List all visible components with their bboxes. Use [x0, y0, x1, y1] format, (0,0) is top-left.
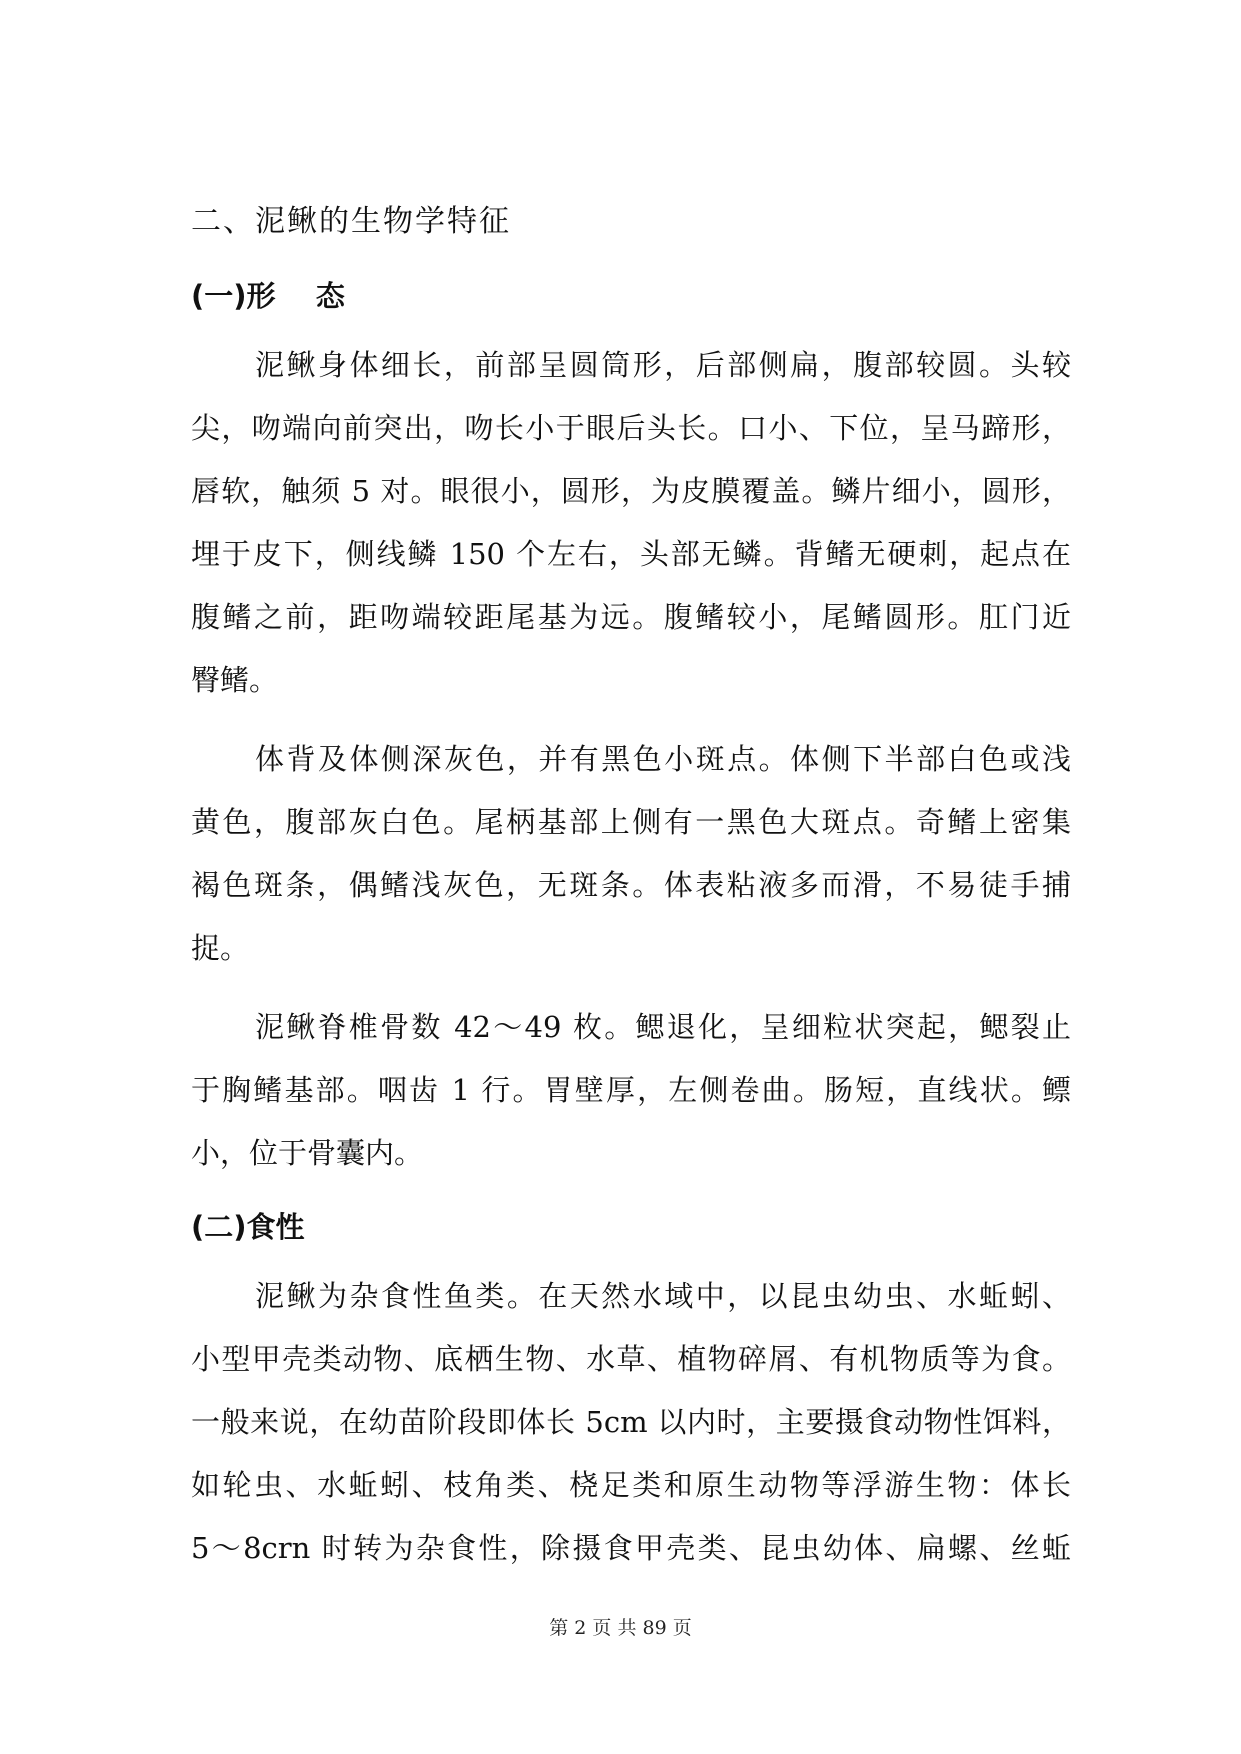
page-number-footer: 第 2 页 共 89 页 — [549, 1617, 692, 1639]
paragraph-line: 黄色，腹部灰白色。尾柄基部上侧有一黑色大斑点。奇鳍上密集 — [191, 805, 1071, 839]
paragraph-line: 一般来说，在幼苗阶段即体长 5cm 以内时，主要摄食动物性饵料， — [191, 1405, 1071, 1439]
paragraph-anatomy — [191, 996, 1071, 1185]
paragraph-line: 泥鳅为杂食性鱼类。在天然水域中，以昆虫幼虫、水蚯蚓、 — [255, 1279, 1071, 1313]
paragraph-line: 捉。 — [191, 931, 250, 965]
paragraph-line: 小，位于骨囊内。 — [191, 1136, 424, 1170]
paragraph-diet — [191, 1265, 1071, 1580]
paragraph-line: 臀鳍。 — [191, 663, 279, 697]
subheading-morphology: (一)形 态 — [191, 279, 345, 313]
paragraph-line: 埋于皮下，侧线鳞 150 个左右，头部无鳞。背鳍无硬刺，起点在 — [191, 537, 1071, 571]
paragraph-morphology-body — [191, 334, 1071, 712]
subheading-diet: (二)食性 — [191, 1210, 305, 1244]
paragraph-line: 腹鳍之前，距吻端较距尾基为远。腹鳍较小，尾鳍圆形。肛门近 — [191, 600, 1071, 634]
paragraph-line: 小型甲壳类动物、底栖生物、水草、植物碎屑、有机物质等为食。 — [191, 1342, 1071, 1376]
paragraph-line: 褐色斑条，偶鳍浅灰色，无斑条。体表粘液多而滑，不易徒手捕 — [191, 868, 1071, 902]
paragraph-line: 5～8crn 时转为杂食性，除摄食甲壳类、昆虫幼体、扁螺、丝蚯 — [191, 1531, 1071, 1565]
paragraph-line: 泥鳅身体细长，前部呈圆筒形，后部侧扁，腹部较圆。头较 — [255, 348, 1071, 382]
paragraph-line: 唇软，触须 5 对。眼很小，圆形，为皮膜覆盖。鳞片细小，圆形， — [191, 474, 1071, 508]
section-title: 二、泥鳅的生物学特征 — [191, 204, 511, 239]
document-body — [191, 196, 1071, 1596]
paragraph-coloration — [191, 728, 1071, 980]
paragraph-line: 尖，吻端向前突出，吻长小于眼后头长。口小、下位，呈马蹄形， — [191, 411, 1071, 445]
paragraph-line: 体背及体侧深灰色，并有黑色小斑点。体侧下半部白色或浅 — [255, 742, 1071, 776]
paragraph-line: 如轮虫、水蚯蚓、枝角类、桡足类和原生动物等浮游生物：体长 — [191, 1468, 1071, 1502]
paragraph-line: 于胸鳍基部。咽齿 1 行。胃壁厚，左侧卷曲。肠短，直线状。鳔 — [191, 1073, 1071, 1107]
paragraph-line: 泥鳅脊椎骨数 42～49 枚。鳃退化，呈细粒状突起，鳃裂止 — [255, 1010, 1071, 1044]
